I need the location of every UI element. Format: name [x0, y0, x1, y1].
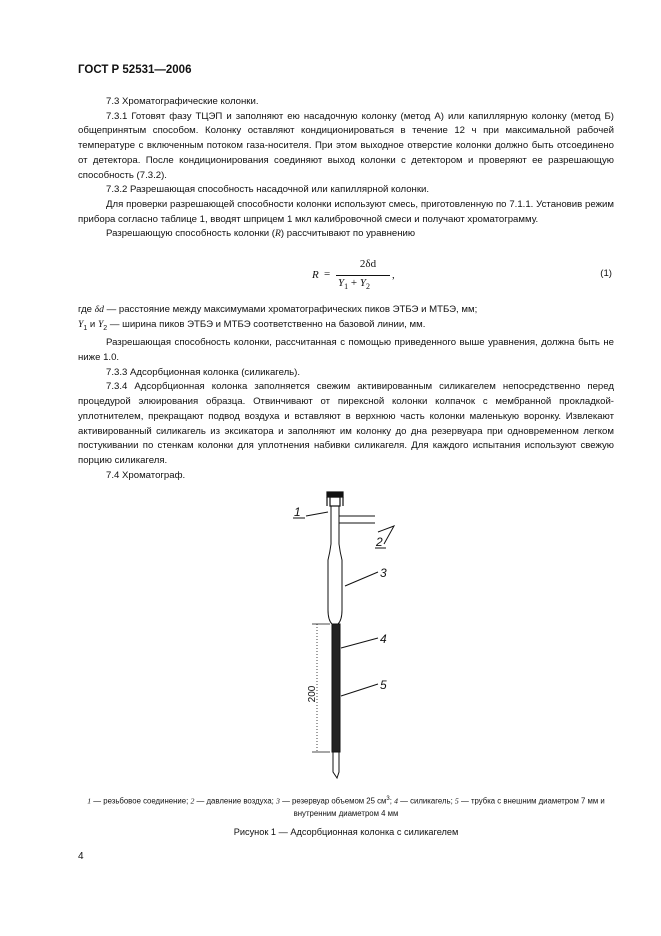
formula-eq: = [324, 268, 331, 280]
figure-title: Рисунок 1 — Адсорбционная колонка с силикагелем [233, 827, 459, 837]
label-5: 5 [380, 678, 387, 692]
y2-sub: 2 [103, 324, 108, 332]
den-y1: Y [338, 277, 345, 289]
formula-numerator: 2δd [359, 258, 377, 270]
section-7-3-1: 7.3.1 Готовят фазу ТЦЭП и заполняют ею насадочную колонку (метод А) или капиллярную колонку (метод Б) общепринятым способом. Колонку оставляют кондиционироваться в течение 12 ч при максимальной рабочей температуре с включенным потоком газа-носителя. При этом выходное отверстие колонки должно быть отсоединено от детектора. После кондиционирования соединяют выход колонки с детектором и проверяют ее разрешающую способность (7.3.2). [78, 110, 614, 181]
section-7-3: 7.3 Хроматографические колонки. [106, 96, 259, 107]
document-header: ГОСТ Р 52531—2006 [78, 64, 192, 76]
column-tip [333, 752, 339, 778]
column-diagram [250, 486, 420, 786]
legend-sup: 3 [386, 796, 390, 802]
resolution-intro-a: Разрешающую способность колонки ( [106, 228, 276, 240]
label-4: 4 [380, 632, 387, 646]
resolution-requirement: Разрешающая способность колонки, рассчитанная с помощью приведенного выше уравнения, должна быть не ниже 1.0. [78, 337, 614, 364]
y-definition [78, 318, 614, 337]
where-b: — расстояние между максимумами хроматографических пиков ЭТБЭ и МТБЭ, мм; [103, 304, 478, 315]
y1: Y [78, 318, 84, 330]
legend-t4: — силикагель; [398, 796, 455, 806]
y-and: и [87, 318, 98, 330]
label-3: 3 [380, 566, 387, 580]
formula-denominator [338, 277, 370, 291]
section-7-3-3: 7.3.3 Адсорбционная колонка (силикагель). [106, 366, 301, 378]
den-plus: + [348, 277, 360, 289]
legend-n2: 2 [190, 796, 195, 806]
legend-n5: 5 [454, 796, 459, 806]
where-var: δd [94, 304, 104, 315]
where-a: где [78, 304, 95, 315]
formula-1 [312, 258, 612, 294]
where-line [78, 303, 614, 318]
den-sub1: 1 [344, 282, 349, 292]
resolution-intro-b: ) рассчитывают по уравнению [280, 228, 416, 240]
label-2: 2 [376, 535, 383, 549]
section-7-3-2-text: Для проверки разрешающей способности колонки используют смесь, приготовленную по 7.1.1. Установив режим прибора согласно таблице 1, вводят шприцем 1 мкл калибровочной смеси и получают хроматограмму. [78, 198, 614, 225]
reservoir [328, 544, 342, 624]
threaded-cap [327, 492, 343, 506]
legend-t2: — давление воздуха; [194, 796, 277, 806]
section-7-3-2: 7.3.2 Разрешающая способность насадочной или капиллярной колонки. [106, 184, 430, 196]
section-7-3-4: 7.3.4 Адсорбционная колонка заполняется свежим активированным силикагелем непосредственно перед процедурой элюирования образца. Отвинчивают от пирексной колонки колпачок с мембранной прокладкой-уплотнителем, прекращают подвод воздуха и вставляют в верхнюю часть колонки маленькую воронку. Извлекают активированный силикагель из эксикатора и заполняют им колонку до дна резервуара при одновременном легком постукивании по стенкам колонки для уплотнения набивки силикагеля. Для каждого испытания используют свежую порцию силикагеля. [78, 381, 614, 466]
formula-comma: , [392, 269, 395, 281]
section-7-4: 7.4 Хроматограф. [106, 469, 186, 481]
upper-tube [331, 506, 375, 544]
formula-number: (1) [600, 268, 612, 279]
body-text [78, 95, 614, 242]
formula-lhs: R [312, 269, 319, 281]
resolution-var: R [275, 228, 281, 240]
legend-t3: — резервуар объемом 25 см [279, 796, 387, 806]
silica-gel [332, 624, 340, 752]
legend-n3: 3 [276, 796, 280, 806]
legend-t3b: ; [389, 796, 395, 806]
y-rest: — ширина пиков ЭТБЭ и МТБЭ соответственно на базовой линии, мм. [107, 318, 426, 330]
resolution-intro [78, 227, 614, 242]
label-1: 1 [294, 505, 301, 519]
legend-n4: 4 [394, 796, 398, 806]
fraction-bar [336, 275, 390, 276]
legend-n1: 1 [87, 796, 92, 806]
y2: Y [97, 318, 104, 330]
legend-t1: — резьбовое соединение; [91, 796, 191, 806]
page-number: 4 [78, 851, 84, 862]
y1-sub: 1 [83, 324, 88, 332]
legend-t5: — трубка с внешним диаметром 7 мм и внутренним диаметром 4 мм [293, 796, 605, 818]
den-sub2: 2 [365, 282, 370, 292]
dimension-text: 200 [307, 685, 318, 703]
body-text-2 [78, 303, 614, 483]
den-y2: Y [359, 277, 366, 289]
figure-legend [78, 793, 614, 820]
